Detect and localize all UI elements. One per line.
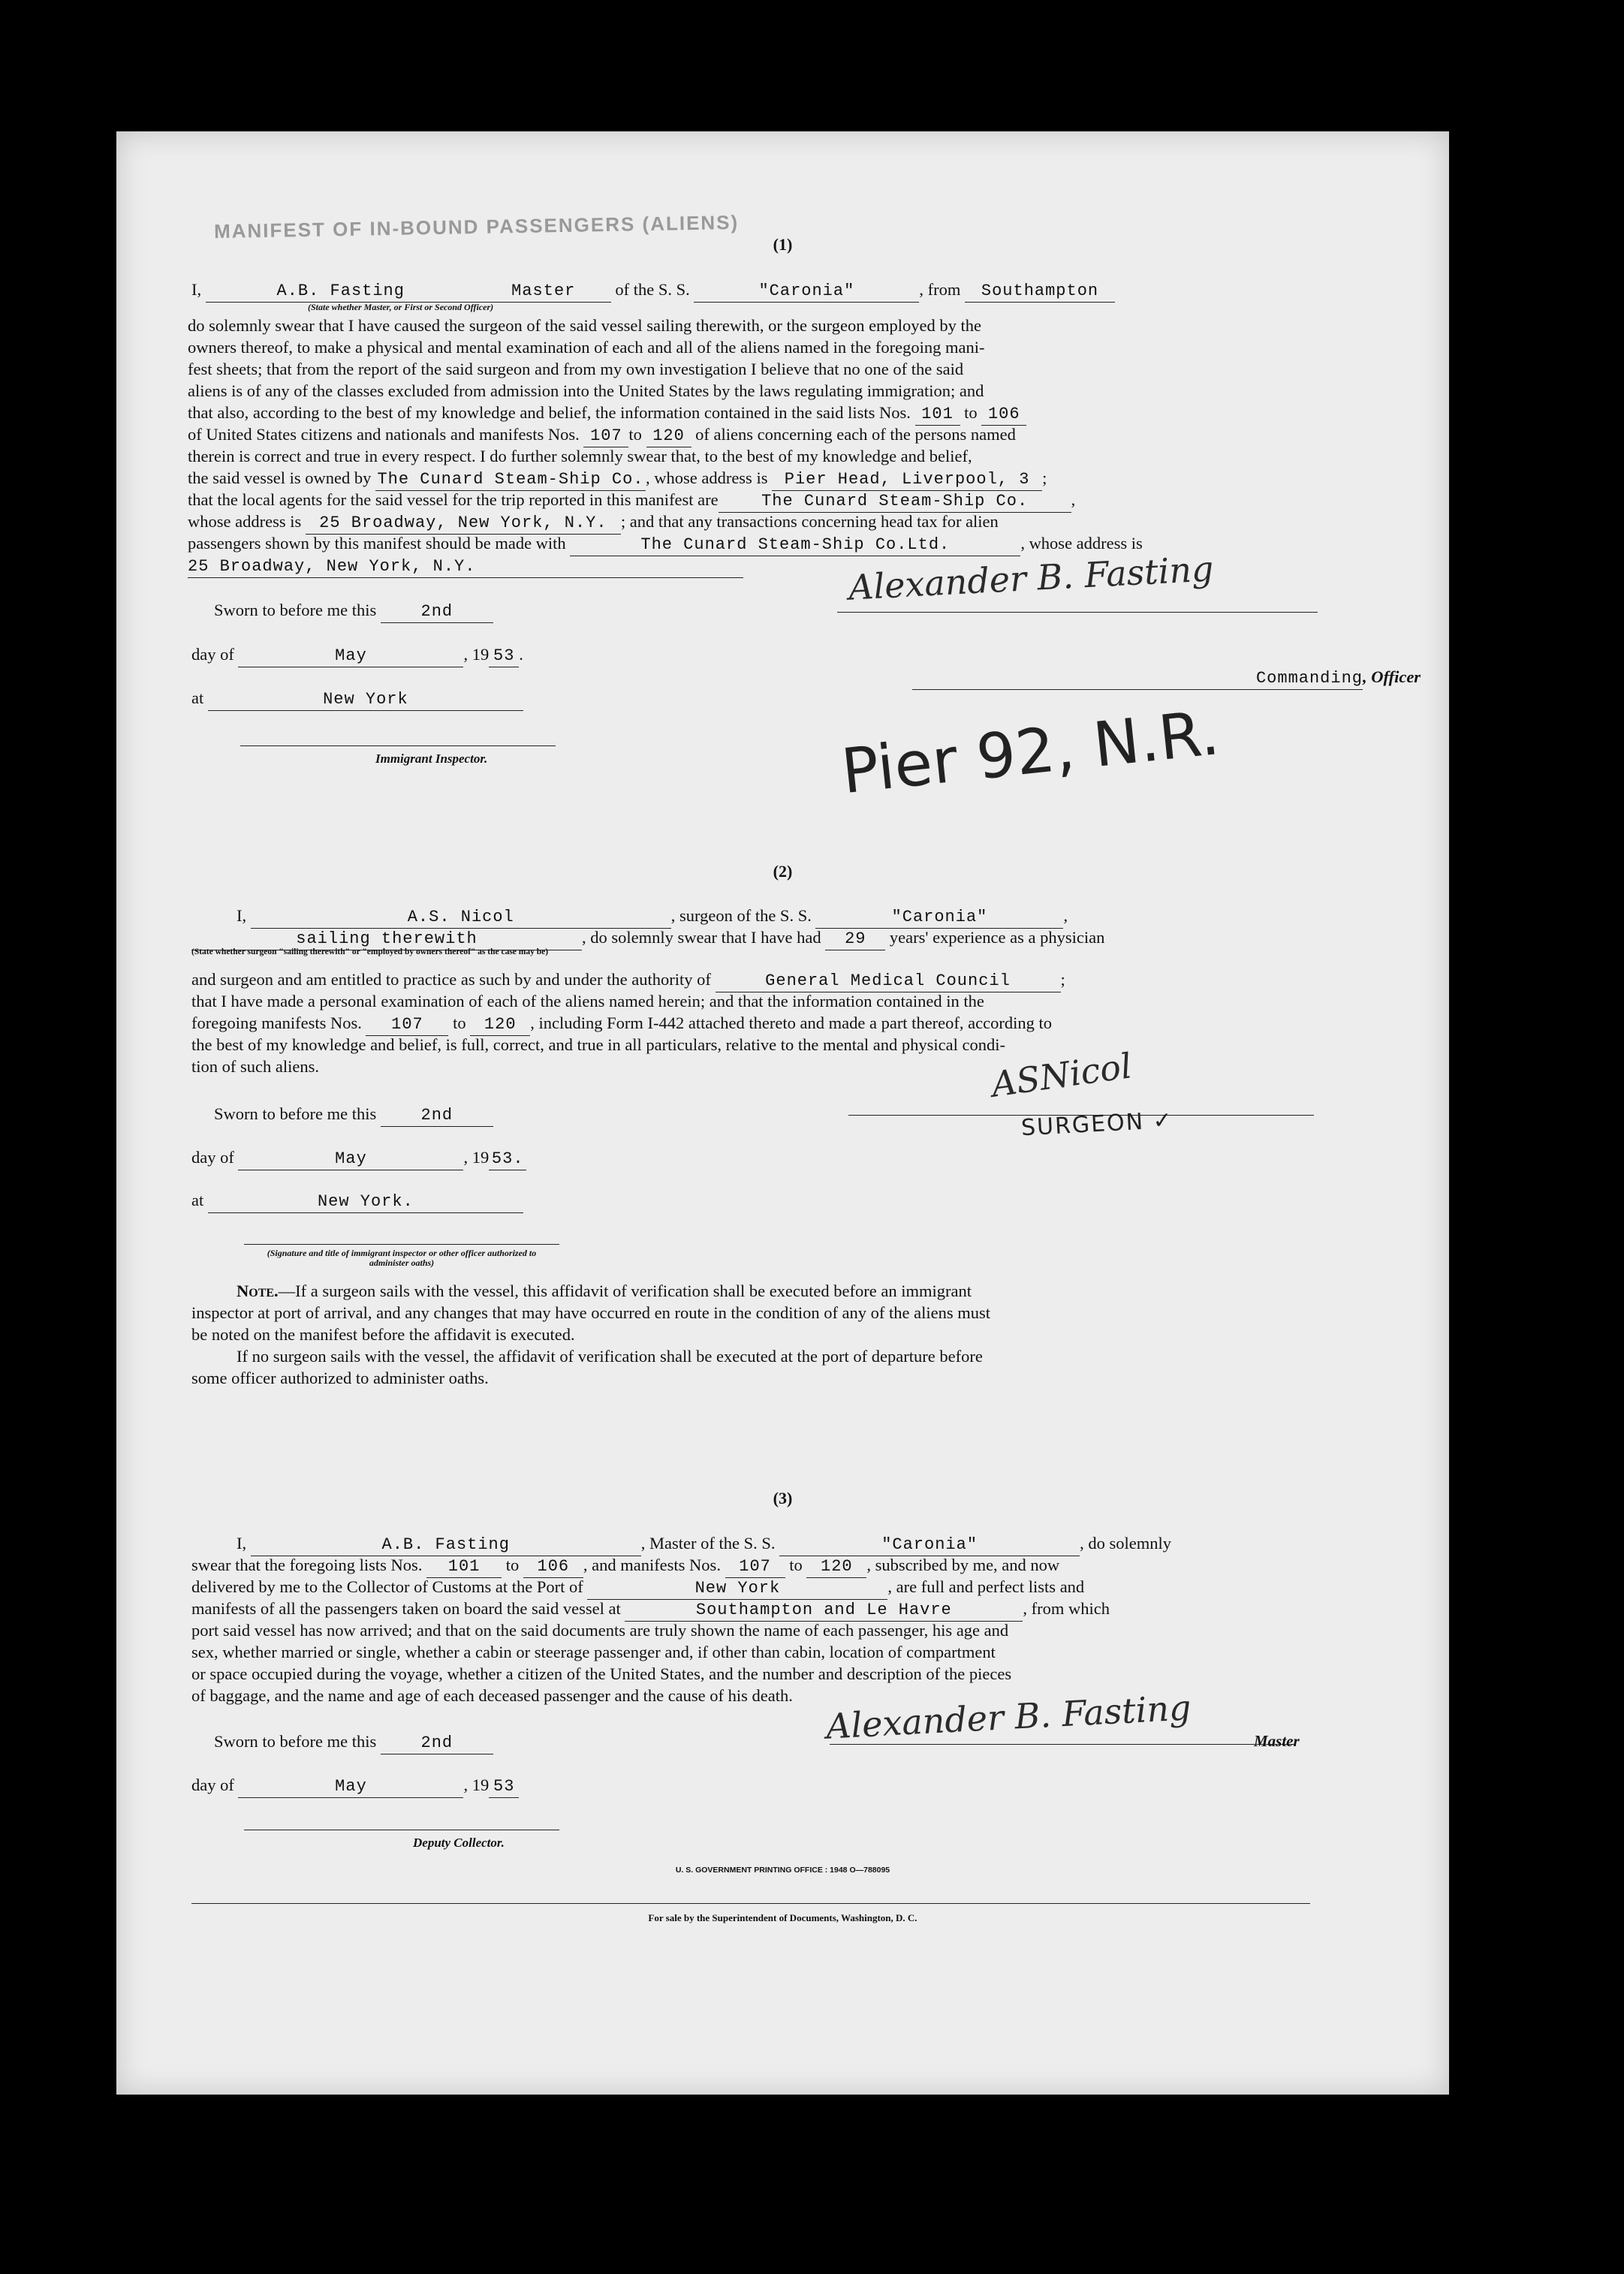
lists-to: 106 [523,1556,583,1578]
label: Sworn to before me this [214,1732,377,1751]
section-2-line-4: that I have made a personal examination of each of the aliens named herein; and that the information contained in the [191,992,984,1010]
section-2-line-7: tion of such aliens. [191,1057,319,1076]
text: passengers shown by this manifest should be made with [188,534,566,553]
section-1-line-2: do solemnly swear that I have caused the surgeon of the said vessel sailing therewith, or the surgeon employed by the [188,316,982,335]
vessel-name: "Caronia" [815,906,1063,929]
label: , do solemnly [1080,1534,1171,1553]
section-3-line-1 [237,1532,1171,1556]
section-2-number: (2) [773,862,793,881]
owner-name: The Cunard Steam-Ship Co. [375,468,646,491]
section-1-line-12 [188,532,1143,556]
lists-to: 106 [981,403,1026,426]
section-3-day-of [191,1774,519,1798]
surgeon-state-note: (State whether surgeon "sailing therewith" or "employed by owners thereof" as the case may be) [191,947,549,956]
section-1-line-5: aliens is of any of the classes excluded from admission into the United States by the laws regulating immigration; and [188,381,984,400]
lists-from: 101 [915,403,960,426]
section-1-line-3: owners thereof, to make a physical and mental examination of each and all of the aliens named in the foregoing mani- [188,338,985,357]
vessel-name: "Caronia" [694,280,919,303]
sale-notice: For sale by the Superintendent of Documents, Washington, D. C. [648,1912,917,1923]
section-3-number: (3) [773,1489,793,1507]
section-1-line-7 [188,423,1016,447]
vessel-name: "Caronia" [779,1534,1080,1556]
label: to [789,1556,803,1574]
master-signature-1: Alexander B. Fasting [847,548,1215,608]
note-line-1 [237,1280,972,1302]
label: day of [191,645,234,664]
manifests-to: 120 [646,425,691,447]
text: the said vessel is owned by [188,468,372,487]
text: , including Form I-442 attached thereto and made a part thereof, according to [530,1014,1052,1032]
master-name: A.B. Fasting [206,280,476,303]
section-3-sworn [214,1730,493,1754]
section-3-line-3 [191,1576,1084,1600]
sworn-day: 2nd [381,1732,493,1754]
section-3-line-2 [191,1554,1059,1578]
manifests-to: 120 [470,1014,530,1036]
sworn-year: 53 [489,1776,519,1798]
section-2-line-5 [191,1012,1052,1036]
master-rank: Master [476,280,611,303]
label: , 19 [463,645,490,664]
text: , are full and perfect lists and [887,1577,1085,1596]
manifests-from: 107 [583,425,628,447]
surgeon-status: sailing therewith [191,928,582,950]
label: to [964,403,978,422]
text: , and manifests Nos. [583,1556,721,1574]
section-1-line-4: fest sheets; that from the report of the said surgeon and from my own investigation I believe that no one of the said [188,360,964,378]
label: , from [919,280,961,299]
text: , subscribed by me, and now [866,1556,1060,1574]
footer-rule [191,1903,1310,1904]
section-2-line-3: and surgeon and am entitled to practice as such by and under the authority of General Medical Council ; [191,968,1065,992]
sworn-month: May [238,645,463,667]
text: , do solemnly swear that I have had [582,928,821,947]
note-line-5: some officer authorized to administer oaths. [191,1369,489,1387]
document-page [116,131,1449,2095]
section-1-line-11 [188,511,999,535]
manifests-from: 107 [366,1014,448,1036]
years-experience: 29 [825,928,885,950]
section-3-line-7: or space occupied during the voyage, whether a citizen of the United States, and the number and description of the pieces [191,1664,1012,1683]
section-3-line-6: sex, whether married or single, whether a cabin or steerage passenger and, if other than cabin, location of compartment [191,1643,996,1661]
surgeon-name: A.S. Nicol [251,906,671,929]
text: , from which [1023,1599,1110,1618]
text: years' experience as a physician [889,928,1105,947]
section-1-day-of: day of May , 19 53 . [191,643,523,667]
inspector-label: Immigrant Inspector. [375,751,488,766]
lists-from: 101 [426,1556,502,1578]
section-2-sworn [214,1103,493,1127]
section-2-line-6: the best of my knowledge and belief, is full, correct, and true in all particulars, relative to the mental and physical condi- [191,1035,1006,1054]
departure-port: Southampton [965,280,1115,303]
sworn-day: 2nd [381,601,493,623]
label: at [191,1191,204,1209]
note-line-3: be noted on the manifest before the affidavit is executed. [191,1325,575,1344]
section-1-line-8: therein is correct and true in every respect. I do further solemnly swear that, to the best of my knowledge and belief, [188,447,972,465]
section-1-line-1: I, A.B. Fasting Master of the S. S. "Caronia" , from Southampton [191,279,1115,303]
label: day of [191,1776,234,1794]
master-signature-line-1 [837,612,1318,613]
officer-line [912,666,1421,690]
text: , whose address is [1020,534,1143,553]
label: I, [237,906,247,925]
label: day of [191,1148,234,1167]
note-line-2: inspector at port of arrival, and any changes that may have occurred en route in the condition of any of the aliens must [191,1303,991,1322]
label: , Master of the S. S. [640,1534,776,1553]
collector-label: Deputy Collector. [413,1836,505,1850]
section-1-line-9: the said vessel is owned by The Cunard Steam-Ship Co. , whose address is Pier Head, Liverpool, 3 ; [188,467,1047,491]
master-signature-line-3 [830,1744,1295,1745]
pier-annotation: Pier 92, N.R. [838,697,1223,809]
text: of aliens concerning each of the persons named [695,425,1016,444]
inspector-signature-line [240,745,556,746]
label: Sworn to before me this [214,1104,377,1123]
label: to [505,1556,520,1574]
label: , surgeon of the S. S. [670,906,812,925]
label: of the S. S. [615,280,690,299]
sworn-month: May [238,1776,463,1798]
section-1-at [191,687,523,711]
text: that also, according to the best of my knowledge and belief, the information contained in the said lists Nos. [188,403,911,422]
sworn-day: 2nd [381,1104,493,1127]
port-of-arrival: New York [587,1577,887,1600]
label: , Officer [1363,667,1421,686]
section-2-at [191,1189,523,1213]
label: I, [237,1534,247,1553]
agent-name: The Cunard Steam-Ship Co. [719,490,1071,513]
text: swear that the foregoing lists Nos. [191,1556,423,1574]
label: to [453,1014,466,1032]
text: —If a surgeon sails with the vessel, this affidavit of verification shall be executed before an immigrant [278,1282,972,1300]
text: of United States citizens and nationals and manifests Nos. [188,425,580,444]
signature-note: (Signature and title of immigrant inspector or other officer authorized to administer oaths) [267,1248,537,1268]
sworn-year: 53. [489,1148,526,1170]
label: at [191,688,204,707]
headtax-agent: The Cunard Steam-Ship Co.Ltd. [570,534,1020,556]
text: foregoing manifests Nos. [191,1014,362,1032]
medical-authority: General Medical Council [716,970,1061,992]
state-note: (State whether Master, or First or Second Officer) [308,302,494,312]
faded-header: MANIFEST OF IN-BOUND PASSENGERS (ALIENS) [213,210,740,243]
section-3-line-4 [191,1598,1110,1622]
commanding-value: Commanding [912,667,1363,690]
sworn-place: New York. [208,1191,523,1213]
inspector-signature-line [244,1244,559,1245]
printing-office: U. S. GOVERNMENT PRINTING OFFICE : 1948 O—788095 [675,1866,890,1875]
section-1-line-6 [188,402,1026,426]
section-3-line-5: port said vessel has now arrived; and that on the said documents are truly shown the name of each passenger, his age and [191,1621,1009,1640]
agent-address: 25 Broadway, New York, N.Y. [306,512,621,535]
text: ; and that any transactions concerning head tax for alien [620,512,999,531]
section-1-sworn [214,599,493,623]
master-name: A.B. Fasting [251,1534,641,1556]
master-signature-3: Alexander B. Fasting [824,1687,1192,1747]
label: to [628,425,642,444]
label: Sworn to before me this [214,601,377,619]
headtax-address: 25 Broadway, New York, N.Y. [188,556,743,578]
section-2-line-1: I, A.S. Nicol , surgeon of the S. S. "Caronia" , [237,905,1068,929]
label: , 19 [463,1776,490,1794]
text: that the local agents for the said vessel for the trip reported in this manifest are [188,490,719,509]
sworn-year: 53 [489,645,519,667]
section-1-line-13 [188,554,743,578]
section-3-line-8: of baggage, and the name and age of each deceased passenger and the cause of his death. [191,1686,793,1705]
surgeon-signature: ASNicol [989,1045,1134,1105]
text: , whose address is [645,468,768,487]
text: whose address is [188,512,302,531]
section-1-number: (1) [773,235,793,254]
manifests-from: 107 [725,1556,785,1578]
master-label: Master [1254,1732,1300,1750]
sworn-place: New York [208,688,523,711]
departure-ports: Southampton and Le Havre [625,1599,1023,1622]
text: and surgeon and am entitled to practice as such by and under the authority of [191,970,711,989]
sworn-month: May [238,1148,463,1170]
text: delivered by me to the Collector of Customs at the Port of [191,1577,583,1596]
surgeon-label: SURGEON ✓ [1020,1107,1174,1142]
text: manifests of all the passengers taken on board the said vessel at [191,1599,621,1618]
note-label: Note. [237,1282,279,1300]
section-2-day-of [191,1146,526,1170]
owner-address: Pier Head, Liverpool, 3 [772,468,1042,491]
manifests-to: 120 [806,1556,866,1578]
label: , 19 [463,1148,490,1167]
section-1-line-10: that the local agents for the said vessel for the trip reported in this manifest are The Cunard Steam-Ship Co. , [188,489,1075,513]
note-line-4: If no surgeon sails with the vessel, the affidavit of verification shall be executed at the port of departure before [237,1347,983,1366]
